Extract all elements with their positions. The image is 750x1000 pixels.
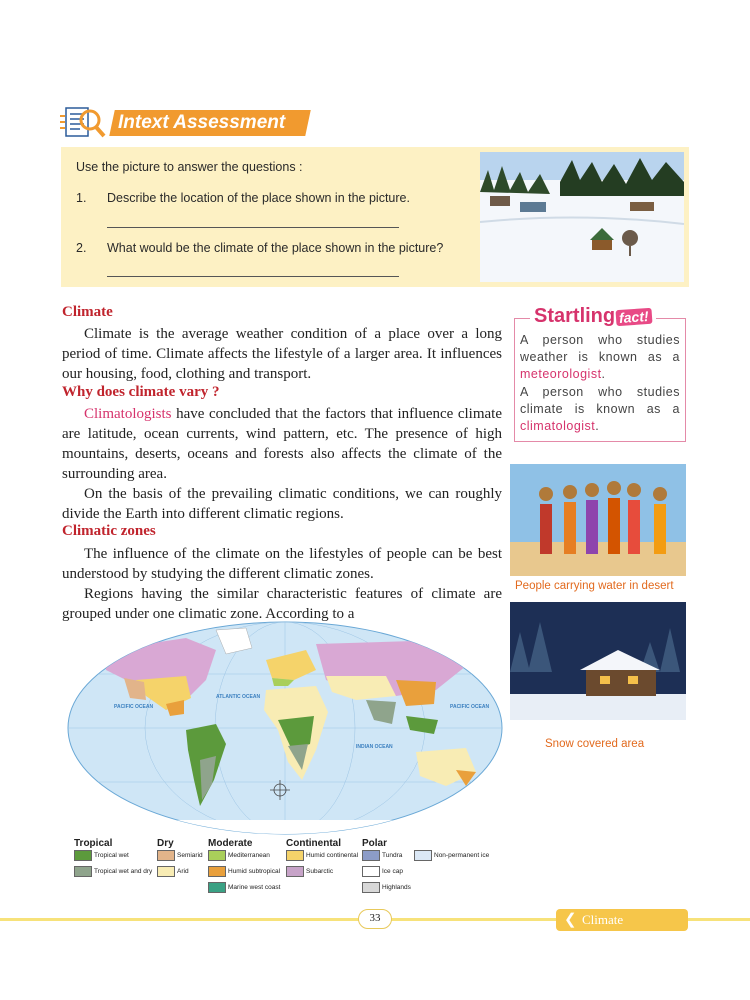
fact-title-text: Startling [534, 305, 616, 327]
legend-item [74, 866, 152, 877]
legend-item [286, 866, 333, 877]
legend-label: Humid continental [306, 852, 359, 859]
legend-label: Non-permanent ice [434, 852, 490, 859]
legend-item [74, 850, 129, 861]
legend-item [208, 866, 280, 877]
fact-sentence: A person who studies climate is known as a [520, 385, 680, 416]
assessment-icon [60, 102, 108, 144]
map-label-atlantic: ATLANTIC OCEAN [216, 694, 261, 700]
legend-heading-polar: Polar [362, 838, 388, 849]
legend-heading-dry: Dry [157, 838, 174, 849]
map-label-pacific: PACIFIC OCEAN [114, 704, 154, 710]
question-text: Describe the location of the place shown in the picture. [107, 191, 410, 205]
legend-label: Semiarid [177, 852, 203, 859]
legend-label: Tropical wet [94, 852, 129, 859]
caption-desert: People carrying water in desert [515, 580, 674, 592]
legend-swatch [157, 850, 175, 861]
legend-swatch [286, 850, 304, 861]
assessment-title: Intext Assessment [118, 112, 286, 133]
fact-text-2: A person who studies climate is known as a climatologist. [520, 385, 680, 433]
legend-item [362, 866, 403, 877]
page-number: 33 [358, 909, 392, 929]
fact-sentence: A person who studies weather is known as a [520, 333, 680, 364]
legend-swatch [286, 866, 304, 877]
snow-village-photo [480, 152, 684, 282]
answer-line [107, 276, 399, 277]
legend-label: Tropical wet and dry [94, 868, 153, 875]
caption-snow: Snow covered area [545, 738, 645, 750]
legend-swatch [208, 882, 226, 893]
legend-item [362, 882, 411, 893]
legend-label: Subarctic [306, 868, 334, 875]
answer-line [107, 227, 399, 228]
legend-item [157, 850, 203, 861]
section-heading-why-vary: Why does climate vary ? [62, 384, 220, 400]
legend-label: Humid subtropical [228, 868, 281, 875]
legend-swatch [362, 882, 380, 893]
assessment-intro: Use the picture to answer the questions : [76, 160, 303, 174]
legend-label: Mediterranean [228, 852, 270, 859]
why-vary-paragraph [62, 404, 502, 484]
chevron-left-icon: ❮ [564, 912, 577, 928]
regions-paragraph: On the basis of the prevailing climatic conditions, we can roughly divide the Earth into different climatic regions. [62, 486, 502, 522]
world-climate-map [66, 620, 504, 836]
question-number: 2. [76, 241, 87, 255]
question-text: What would be the climate of the place shown in the picture? [107, 241, 444, 255]
chapter-name: Climate [582, 912, 624, 927]
legend-item [157, 866, 189, 877]
legend-swatch [414, 850, 432, 861]
legend-heading-moderate: Moderate [208, 838, 253, 849]
legend-item [414, 850, 489, 861]
question-number: 1. [76, 191, 87, 205]
legend-swatch [362, 866, 380, 877]
legend-item [362, 850, 402, 861]
legend-label: Arid [177, 868, 189, 875]
climate-paragraph: Climate is the average weather condition of a place over a long period of time. Climate affects the lifestyle of a larger area. It influences our housing, food, clothing and transport. [62, 326, 502, 382]
startling-fact-title [530, 305, 656, 328]
term-meteorologist: meteorologist [520, 367, 602, 381]
map-label-indian: INDIAN OCEAN [356, 744, 393, 750]
section-heading-climate: Climate [62, 304, 113, 320]
map-label-pacific: PACIFIC OCEAN [450, 704, 490, 710]
legend-heading-tropical: Tropical [74, 838, 113, 849]
legend-label: Ice cap [382, 868, 403, 875]
legend-item [208, 882, 280, 893]
zones-paragraph-1: The influence of the climate on the lifestyles of people can be best understood by studying the different climatic zones. [62, 546, 502, 582]
legend-swatch [208, 866, 226, 877]
legend-swatch [74, 850, 92, 861]
fact-tag: fact! [616, 308, 653, 326]
legend-item [208, 850, 270, 861]
desert-photo [510, 464, 686, 576]
legend-label: Highlands [382, 884, 411, 891]
zones-paragraph-2: Regions having the similar characteristic features of climate are grouped under one climatic zone. According to a [62, 586, 502, 622]
legend-label: Marine west coast [228, 884, 281, 891]
term-climatologists: Climatologists [84, 406, 172, 422]
fact-text-1: A person who studies weather is known as a meteorologist. [520, 333, 680, 381]
snow-house-photo [510, 602, 686, 720]
legend-heading-continental: Continental [286, 838, 341, 849]
term-climatologist: climatologist [520, 419, 596, 433]
legend-swatch [157, 866, 175, 877]
legend-swatch [208, 850, 226, 861]
legend-swatch [362, 850, 380, 861]
legend-swatch [74, 866, 92, 877]
legend-item [286, 850, 358, 861]
section-heading-zones: Climatic zones [62, 523, 156, 539]
why-vary-text: have concluded that the factors that influence climate are latitude, ocean currents, wind pattern, etc. The presence of high mountains, deserts, oceans and forests also affects the climate of the surrounding area. [62, 406, 502, 482]
chapter-tab [556, 909, 688, 931]
legend-label: Tundra [382, 852, 403, 859]
